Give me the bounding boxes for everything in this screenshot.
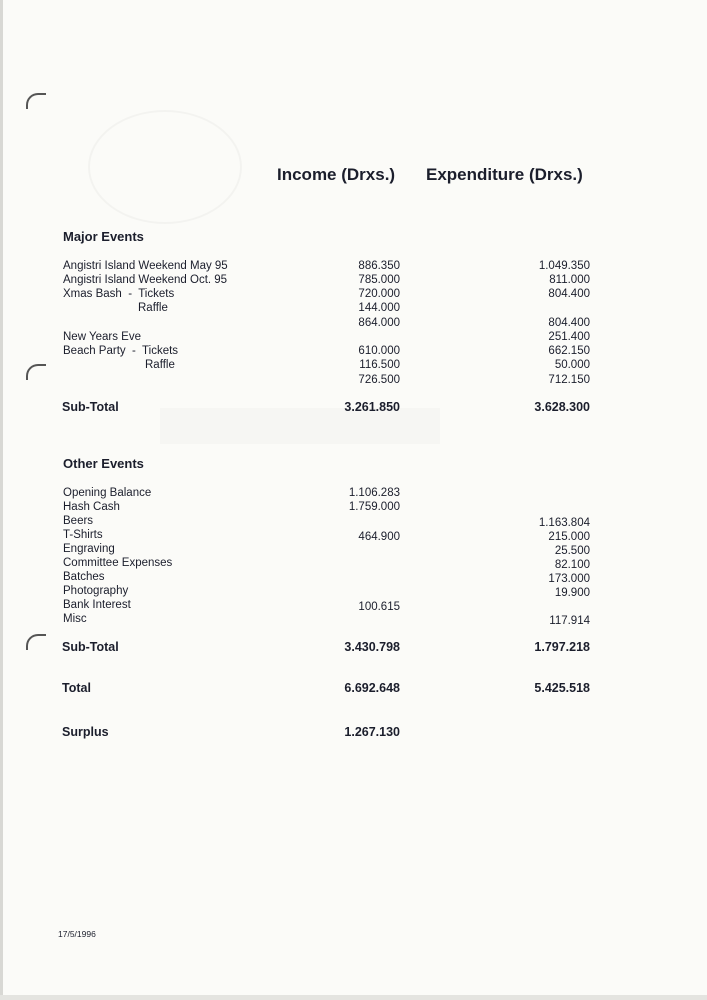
document-date: 17/5/1996 [58, 929, 96, 939]
income-value: 726.500 [358, 374, 400, 386]
expenditure-column-header: Expenditure (Drxs.) [426, 165, 583, 184]
expenditure-value: 251.400 [548, 331, 590, 343]
surplus-row [0, 724, 707, 740]
subtotal-expenditure: 3.628.300 [534, 400, 590, 414]
expenditure-value: 662.150 [548, 345, 590, 357]
page-bottom-edge [0, 995, 707, 1000]
surplus-label: Surplus [62, 725, 109, 739]
subtotal-label: Sub-Total [62, 640, 119, 654]
income-value: 864.000 [358, 317, 400, 329]
row-label: Hash Cash [63, 501, 120, 513]
expenditure-value: 1.049.350 [538, 260, 590, 272]
income-value: 610.000 [358, 345, 400, 357]
expenditure-value: 804.400 [548, 317, 590, 329]
subtotal-income: 3.430.798 [344, 640, 400, 654]
major-subtotal-row [0, 399, 707, 415]
expenditure-value: 82.100 [554, 559, 590, 571]
expenditure-value: 173.000 [548, 573, 590, 585]
table-row [0, 273, 707, 287]
row-label: Opening Balance [63, 487, 152, 499]
table-row [0, 330, 707, 344]
expenditure-value: 19.900 [554, 587, 590, 599]
table-row [0, 259, 707, 273]
table-row [0, 612, 707, 626]
row-label: Xmas Bash - Tickets [63, 288, 175, 300]
expenditure-value: 25.500 [554, 545, 590, 557]
table-row [0, 514, 707, 528]
row-label: Raffle [138, 302, 168, 314]
major-events-heading: Major Events [63, 229, 144, 244]
income-value: 100.615 [358, 601, 400, 613]
table-row [0, 358, 707, 372]
table-row [0, 486, 707, 500]
expenditure-value: 811.000 [549, 274, 590, 286]
row-label: Bank Interest [63, 599, 131, 611]
income-value: 1.759.000 [348, 501, 400, 513]
table-row [0, 542, 707, 556]
income-value: 1.106.283 [348, 487, 400, 499]
expenditure-value: 50.000 [554, 359, 590, 371]
row-label: Committee Expenses [63, 557, 173, 569]
punch-hole-mark [26, 93, 46, 109]
table-row [0, 528, 707, 542]
expenditure-value: 804.400 [548, 288, 590, 300]
row-label: Beers [63, 515, 94, 527]
row-label: New Years Eve [63, 331, 141, 343]
row-label: Beach Party - Tickets [63, 345, 179, 357]
income-value: 144.000 [358, 302, 400, 314]
income-value: 886.350 [358, 260, 400, 272]
total-row [0, 680, 707, 696]
table-row [0, 584, 707, 598]
row-label: Misc [63, 613, 87, 625]
expenditure-value: 1.163.804 [538, 517, 590, 529]
total-expenditure: 5.425.518 [534, 681, 590, 695]
income-value: 785.000 [358, 274, 400, 286]
table-row [0, 500, 707, 514]
other-events-heading: Other Events [63, 456, 144, 471]
row-label: Raffle [145, 359, 175, 371]
income-value: 116.500 [359, 359, 400, 371]
subtotal-label: Sub-Total [62, 400, 119, 414]
row-label: Angistri Island Weekend May 95 [63, 260, 228, 272]
total-income: 6.692.648 [344, 681, 400, 695]
income-value: 720.000 [358, 288, 400, 300]
table-row [0, 344, 707, 358]
show-through-logo [88, 110, 242, 224]
other-subtotal-row [0, 639, 707, 655]
expenditure-value: 712.150 [548, 374, 590, 386]
table-row [0, 570, 707, 584]
table-row [0, 556, 707, 570]
row-label: Photography [63, 585, 129, 597]
expenditure-value: 215.000 [548, 531, 590, 543]
row-label: Batches [63, 571, 105, 583]
row-label: T-Shirts [63, 529, 103, 541]
income-value: 464.900 [358, 531, 400, 543]
table-row [0, 287, 707, 301]
income-column-header: Income (Drxs.) [277, 165, 396, 184]
surplus-value: 1.267.130 [344, 725, 400, 739]
table-row [0, 373, 707, 387]
total-label: Total [62, 681, 91, 695]
table-row [0, 598, 707, 612]
row-label: Angistri Island Weekend Oct. 95 [63, 274, 228, 286]
table-row [0, 316, 707, 330]
subtotal-income: 3.261.850 [344, 400, 400, 414]
table-row [0, 301, 707, 315]
expenditure-value: 117.914 [549, 615, 590, 627]
row-label: Engraving [63, 543, 115, 555]
subtotal-expenditure: 1.797.218 [534, 640, 590, 654]
